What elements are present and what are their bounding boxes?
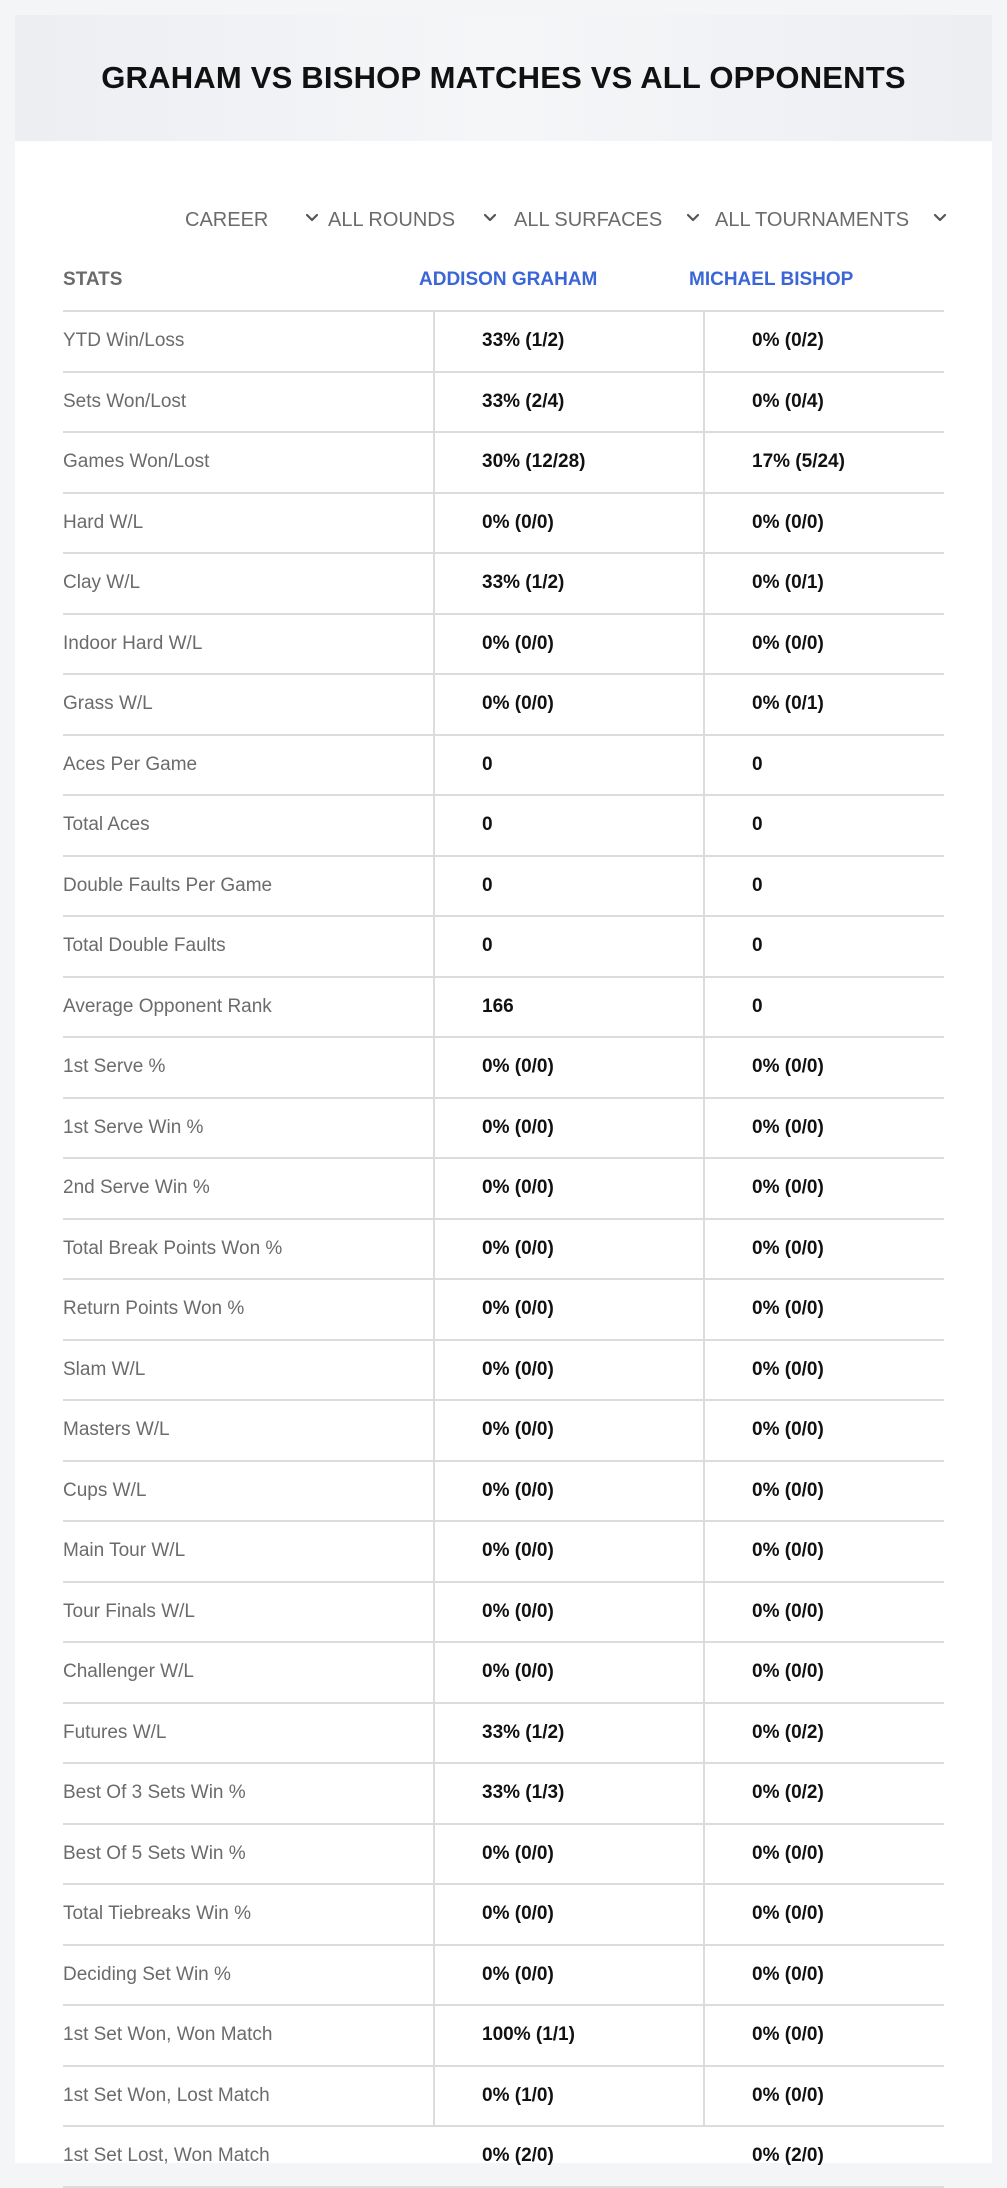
chevron-down-icon [304,210,320,226]
stat-label: Best Of 3 Sets Win % [63,1782,246,1803]
table-row [63,433,944,494]
table-row [63,2067,944,2128]
player2-value: 0 [752,995,763,1017]
stat-label: Aces Per Game [63,753,198,775]
player2-value: 0 [752,753,763,775]
table-row [63,1643,944,1704]
player1-value: 0% (0/0) [482,1600,554,1622]
player1-value: 33% (1/2) [482,1721,565,1743]
chevron-down-icon [482,210,498,226]
player2-value: 0% (0/0) [752,1419,824,1440]
table-row [63,373,944,434]
table-row [63,1220,944,1281]
filter-rounds[interactable] [328,190,498,250]
stat-label: Total Break Points Won % [63,1237,283,1259]
player2-value: 0% (0/2) [752,330,824,351]
table-row [63,2006,944,2067]
player2-value: 0% (0/4) [752,390,824,412]
stat-label: Challenger W/L [63,1661,194,1682]
stat-label: 1st Serve % [63,1056,166,1077]
player2-value: 0% (0/0) [752,2084,824,2106]
stat-label: Return Points Won % [63,1298,245,1319]
player2-value: 0% (0/0) [752,1842,824,1864]
player2-value: 0% (0/0) [752,632,824,654]
player1-value: 0 [482,753,493,775]
table-header [63,250,944,312]
table-row [63,1946,944,2007]
player1-value: 0% (0/0) [482,1358,554,1380]
stat-label: 1st Set Lost, Won Match [63,2145,270,2166]
table-row [63,1764,944,1825]
player2-value: 0% (0/0) [752,1237,824,1259]
player1-value: 0% (0/0) [482,1298,554,1319]
table-row [63,2127,944,2188]
player2-value: 17% (5/24) [752,451,845,472]
column-header-player1[interactable]: ADDISON GRAHAM [419,269,598,290]
table-row [63,1341,944,1402]
player1-value: 100% (1/1) [482,2024,575,2045]
player2-value: 0% (0/0) [752,1116,824,1138]
table-row [63,796,944,857]
stat-label: Total Tiebreaks Win % [63,1903,251,1924]
column-header-stats: STATS [63,269,123,290]
table-row [63,1885,944,1946]
table-row [63,1159,944,1220]
stat-label: 1st Set Won, Lost Match [63,2084,270,2106]
filter-career[interactable] [185,190,320,250]
player2-value: 0% (0/0) [752,1600,824,1622]
table-row [63,1099,944,1160]
player1-value: 0% (0/0) [482,1056,554,1077]
table-row [63,978,944,1039]
table-row [63,1583,944,1644]
player2-value: 0% (0/0) [752,2024,824,2045]
stat-label: 1st Set Won, Won Match [63,2024,273,2045]
stat-label: 2nd Serve Win % [63,1177,210,1198]
stats-table [63,250,944,2188]
player1-value: 33% (1/2) [482,330,565,351]
filter-surfaces-label: ALL SURFACES [514,208,663,231]
stats-card [15,15,992,2166]
table-row [63,1280,944,1341]
table-row [63,1704,944,1765]
player2-value: 0 [752,814,763,835]
stat-label: YTD Win/Loss [63,330,185,351]
stat-label: Main Tour W/L [63,1540,186,1561]
player1-value: 0% (0/0) [482,632,554,654]
player2-value: 0% (0/0) [752,1298,824,1319]
column-header-player2[interactable]: MICHAEL BISHOP [689,269,854,290]
player2-value: 0% (2/0) [752,2145,824,2166]
player2-value: 0% (0/0) [752,1479,824,1501]
player1-value: 0% (2/0) [482,2145,554,2166]
stat-label: Grass W/L [63,693,153,714]
stat-label: Best Of 5 Sets Win % [63,1842,246,1864]
stat-label: Indoor Hard W/L [63,632,203,654]
player1-value: 0% (0/0) [482,1479,554,1501]
player2-value: 0% (0/2) [752,1721,824,1743]
table-row [63,1462,944,1523]
stat-label: Masters W/L [63,1419,170,1440]
player1-value: 0 [482,874,493,896]
stat-label: Futures W/L [63,1721,167,1743]
player2-value: 0% (0/1) [752,572,824,593]
table-row [63,857,944,918]
player1-value: 0% (0/0) [482,511,554,533]
player1-value: 0 [482,935,493,956]
player1-value: 0% (0/0) [482,1540,554,1561]
table-body [63,312,944,2188]
stat-label: Cups W/L [63,1479,147,1501]
filter-tournaments[interactable] [715,190,948,250]
table-row [63,312,944,373]
card-header [15,15,992,141]
player1-value: 0% (0/0) [482,1963,554,1985]
player2-value: 0 [752,935,763,956]
stat-label: Slam W/L [63,1358,146,1380]
player1-value: 33% (1/3) [482,1782,565,1803]
player1-value: 0% (0/0) [482,1116,554,1138]
table-row [63,917,944,978]
player2-value: 0% (0/0) [752,511,824,533]
table-row [63,736,944,797]
player2-value: 0% (0/0) [752,1177,824,1198]
player1-value: 33% (2/4) [482,390,565,412]
player2-value: 0% (0/0) [752,1056,824,1077]
stat-label: Deciding Set Win % [63,1963,231,1985]
stat-label: Double Faults Per Game [63,874,273,896]
player1-value: 0 [482,814,493,835]
player1-value: 0% (0/0) [482,1842,554,1864]
filter-rounds-label: ALL ROUNDS [328,208,456,231]
player2-value: 0% (0/0) [752,1661,824,1682]
stat-label: Sets Won/Lost [63,390,187,412]
player1-value: 0% (1/0) [482,2084,554,2106]
filter-surfaces[interactable] [514,190,701,250]
table-row [63,494,944,555]
stat-label: Tour Finals W/L [63,1600,195,1622]
filter-career-label: CAREER [185,208,269,231]
filter-tournaments-label: ALL TOURNAMENTS [715,208,910,231]
player2-value: 0% (0/0) [752,1963,824,1985]
table-row [63,1825,944,1886]
player2-value: 0% (0/1) [752,693,824,714]
stat-label: Total Double Faults [63,935,226,956]
player1-value: 33% (1/2) [482,572,565,593]
filter-bar [15,190,992,250]
table-row [63,1522,944,1583]
player1-value: 166 [482,995,514,1017]
player1-value: 0% (0/0) [482,1419,554,1440]
table-row [63,615,944,676]
stat-label: Clay W/L [63,572,141,593]
player1-value: 0% (0/0) [482,693,554,714]
stat-label: 1st Serve Win % [63,1116,204,1138]
player1-value: 0% (0/0) [482,1903,554,1924]
stat-label: Hard W/L [63,511,144,533]
player1-value: 30% (12/28) [482,451,586,472]
player1-value: 0% (0/0) [482,1661,554,1682]
chevron-down-icon [685,210,701,226]
player2-value: 0% (0/0) [752,1903,824,1924]
table-row [63,675,944,736]
stat-label: Total Aces [63,814,150,835]
table-row [63,1038,944,1099]
player2-value: 0% (0/2) [752,1782,824,1803]
player1-value: 0% (0/0) [482,1177,554,1198]
table-row [63,1401,944,1462]
stat-label: Games Won/Lost [63,451,210,472]
chevron-down-icon [932,210,948,226]
player1-value: 0% (0/0) [482,1237,554,1259]
player2-value: 0% (0/0) [752,1358,824,1380]
table-row [63,554,944,615]
page-title: GRAHAM VS BISHOP MATCHES VS ALL OPPONENTS [101,60,906,95]
player2-value: 0% (0/0) [752,1540,824,1561]
stat-label: Average Opponent Rank [63,995,272,1017]
player2-value: 0 [752,874,763,896]
